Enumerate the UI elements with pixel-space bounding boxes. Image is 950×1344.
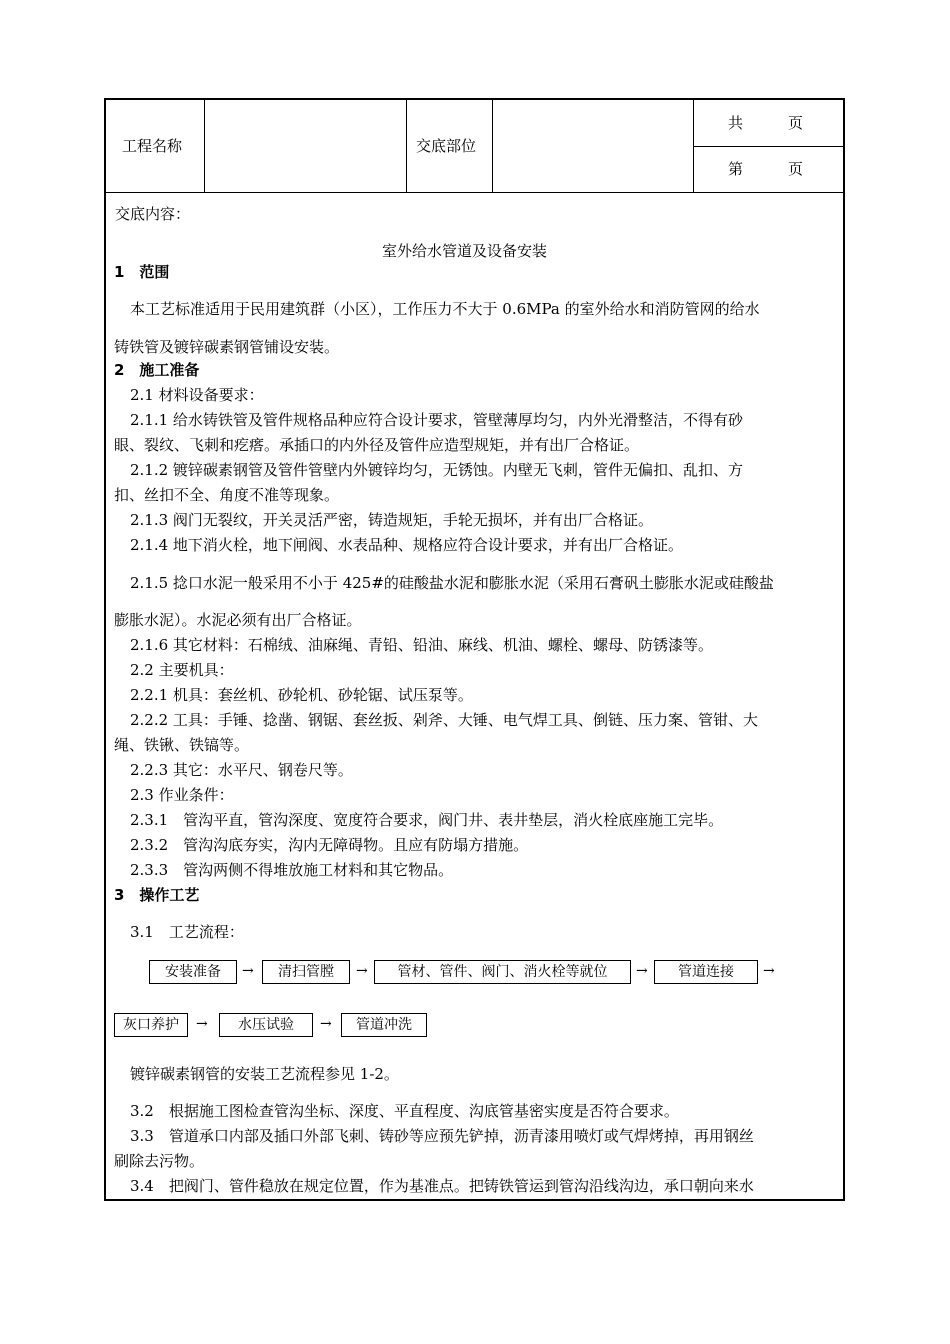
paragraph-line: 2.1.5 捻口水泥一般采用不小于 425#的硅酸盐水泥和膨胀水泥（采用石膏矾土膨胀水泥或硅酸盐 (130, 574, 774, 592)
paragraph-line: 3.2 根据施工图检查管沟坐标、深度、平直程度、沟底管基密实度是否符合要求。 (130, 1102, 679, 1120)
paragraph-line: 3.4 把阀门、管件稳放在规定位置，作为基准点。把铸铁管运到管沟沿线沟边，承口朝向来水 (130, 1177, 754, 1195)
location-label: 交底部位 (416, 137, 477, 155)
paragraph-line: 膨胀水泥）。水泥必须有出厂合格证。 (114, 611, 362, 629)
paragraph-line: 本工艺标准适用于民用建筑群（小区），工作压力不大于 0.6MPa 的室外给水和消防管网的给水 (130, 300, 760, 318)
page-title: 室外给水管道及设备安装 (382, 242, 548, 260)
paragraph-line: 镀锌碳素钢管的安装工艺流程参见 1-2。 (130, 1065, 399, 1083)
paragraph-line: 刷除去污物。 (114, 1152, 205, 1170)
flow-arrow: → (196, 1016, 208, 1032)
flow-arrow: → (356, 963, 368, 979)
paragraph-line: 2.2 主要机具： (130, 661, 234, 679)
paragraph-line: 3.3 管道承口内部及插口外部飞刺、铸砂等应预先铲掉，沥青漆用喷灯或气焊烤掉，再用钢丝 (130, 1127, 754, 1145)
paragraph-line: 绳、铁锹、铁镐等。 (114, 736, 250, 754)
paragraph-line: 2.3.3 管沟两侧不得堆放施工材料和其它物品。 (130, 861, 454, 879)
flow-step-4: 管道连接 (654, 960, 758, 984)
flow-step-3: 管材、管件、阀门、消火栓等就位 (374, 960, 631, 984)
flow-step-5: 灰口养护 (114, 1013, 188, 1037)
flow-arrow: → (242, 963, 254, 979)
section-heading: 1 范围 (114, 263, 170, 281)
content-label: 交底内容： (115, 205, 191, 223)
paragraph-line: 2.1.1 给水铸铁管及管件规格品种应符合设计要求，管壁薄厚均匀，内外光滑整洁，不得有砂 (130, 411, 743, 429)
total-pages-label: 共 页 (728, 114, 804, 132)
paragraph-line: 2.1 材料设备要求： (130, 386, 264, 404)
paragraph-line: 2.2.1 机具：套丝机、砂轮机、砂轮锯、试压泵等。 (130, 686, 473, 704)
paragraph-line: 2.1.4 地下消火栓，地下闸阀、水表品种、规格应符合设计要求，并有出厂合格证。 (130, 536, 683, 554)
header-table (106, 100, 843, 193)
paragraph-line: 2.1.3 阀门无裂纹，开关灵活严密，铸造规矩，手轮无损坏，并有出厂合格证。 (130, 511, 653, 529)
paragraph-line: 2.2.3 其它：水平尺、钢卷尺等。 (130, 761, 353, 779)
flow-step-6: 水压试验 (219, 1013, 313, 1037)
section-heading: 3 操作工艺 (114, 886, 200, 904)
paragraph-line: 3.1 工艺流程： (130, 923, 244, 941)
flow-step-2: 清扫管膛 (262, 960, 350, 984)
paragraph-line: 眼、裂纹、飞刺和疙瘩。承插口的内外径及管件应造型规矩，并有出厂合格证。 (114, 436, 640, 454)
paragraph-line: 2.3.2 管沟沟底夯实，沟内无障碍物。且应有防塌方措施。 (130, 836, 529, 854)
flow-step-1: 安装准备 (149, 960, 237, 984)
flow-arrow: → (636, 963, 648, 979)
paragraph-line: 2.1.2 镀锌碳素钢管及管件管壁内外镀锌均匀，无锈蚀。内壁无飞刺，管件无偏扣、乱扣、方 (130, 461, 743, 479)
flow-step-7: 管道冲洗 (341, 1013, 427, 1037)
flow-arrow: → (763, 963, 775, 979)
page-number-label: 第 页 (728, 160, 804, 178)
paragraph-line: 2.3 作业条件： (130, 786, 234, 804)
paragraph-line: 2.1.6 其它材料：石棉绒、油麻绳、青铅、铅油、麻线、机油、螺栓、螺母、防锈漆等。 (130, 636, 713, 654)
flow-arrow: → (320, 1016, 332, 1032)
paragraph-line: 2.3.1 管沟平直，管沟深度、宽度符合要求，阀门井、表井垫层，消火栓底座施工完毕。 (130, 811, 724, 829)
paragraph-line: 铸铁管及镀锌碳素钢管铺设安装。 (114, 338, 340, 356)
project-name-label: 工程名称 (122, 137, 183, 155)
section-heading: 2 施工准备 (114, 361, 200, 379)
paragraph-line: 2.2.2 工具：手锤、捻凿、钢锯、套丝扳、剁斧、大锤、电气焊工具、倒链、压力案、管钳、大 (130, 711, 758, 729)
paragraph-line: 扣、丝扣不全、角度不准等现象。 (114, 486, 340, 504)
